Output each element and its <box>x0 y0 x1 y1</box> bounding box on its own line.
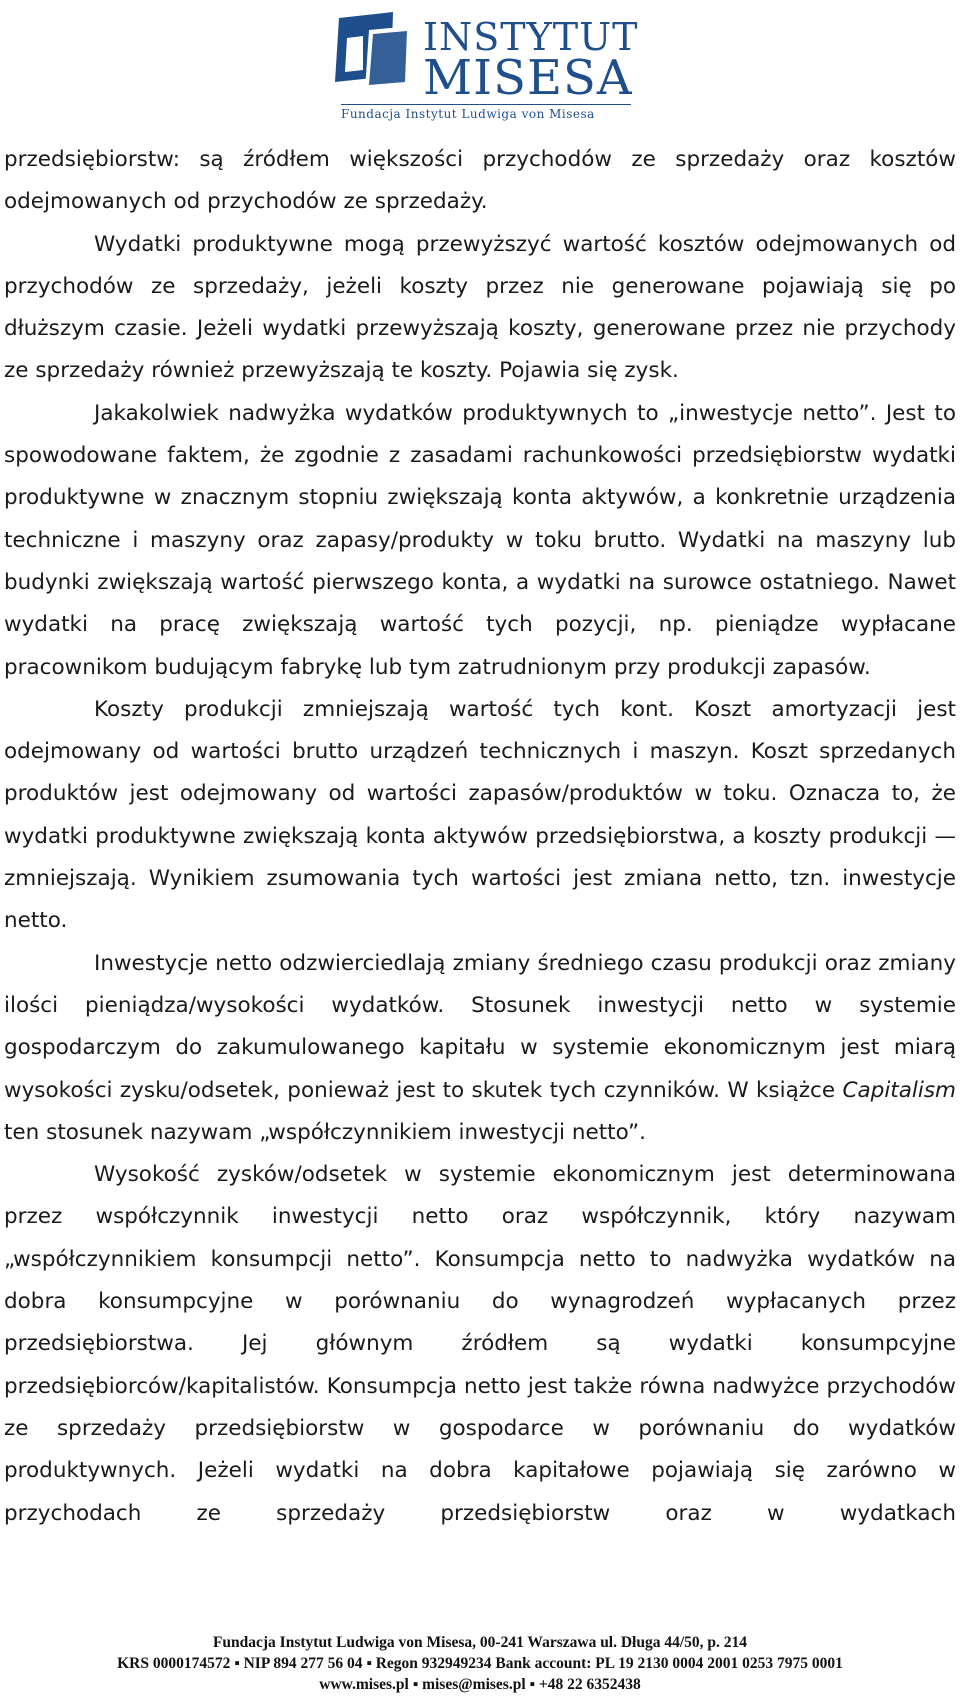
paragraph-6: Wysokość zysków/odsetek w systemie ekonomicznym jest determinowana przez współczynnik inwestycji netto oraz współczynnik, który nazywam „współczynnikiem konsumpcji netto”. Konsumpcja netto to nadwyżka wydatków na dobra konsumpcyjne w porównaniu do wynagrodzeń wypłacanych przez przedsiębiorstwa. Jej głównym źródłem są wydatki konsumpcyjne przedsiębiorców/kapitalistów. Konsumpcja netto jest także równa nadwyżce przychodów ze sprzedaży przedsiębiorstw w gospodarce w porównaniu do wydatków produktywnych. Jeżeli wydatki na dobra kapitałowe pojawiają się zarówno w przychodach ze sprzedaży przedsiębiorstw oraz w wydatkach <box>4 1162 956 1526</box>
logo-line-1: INSTYTUT <box>423 15 639 59</box>
paragraph-2: Wydatki produktywne mogą przewyższyć wartość kosztów odejmowanych od przychodów ze sprzedaży, jeżeli koszty przez nie generowane pojawiają się po dłuższym czasie. Jeżeli wydatki przewyższają koszty, generowane przez nie przychody ze sprzedaży również przewyższają te koszty. Pojawia się zysk. <box>4 231 956 384</box>
page-footer <box>0 1632 960 1695</box>
paragraph-5 <box>4 943 956 1154</box>
institute-logo <box>333 8 639 121</box>
logo-mark-icon <box>333 12 415 90</box>
footer-address: Fundacja Instytut Ludwiga von Misesa, 00-241 Warszawa ul. Długa 44/50, p. 214 <box>212 1634 748 1651</box>
paragraph-1: przedsiębiorstw: są źródłem większości przychodów ze sprzedaży oraz kosztów odejmowanych od przychodów ze sprzedaży. <box>4 147 956 215</box>
paragraph-4: Koszty produkcji zmniejszają wartość tych kont. Koszt amortyzacji jest odejmowany od wartości brutto urządzeń technicznych i maszyn. Koszt sprzedanych produktów jest odejmowany od wartości zapasów/produktów w toku. Oznacza to, że wydatki produktywne zwiększają konta aktywów przedsiębiorstwa, a koszty produkcji — zmniejszają. Wynikiem zsumowania tych wartości jest zmiana netto, tzn. inwestycje netto. <box>4 696 956 934</box>
paragraph-5-text-start: Inwestycje netto odzwierciedlają zmiany średniego czasu produkcji oraz zmiany ilości pieniądza/wysokości wydatków. Stosunek inwestycji netto w systemie gospodarczym do zakumulowanego kapitału w systemie ekonomicznym jest miarą wysokości zysku/odsetek, ponieważ jest to skutek tych czynników. W książce <box>4 950 956 1103</box>
logo-subtitle: Fundacja Instytut Ludwiga von Misesa <box>341 104 631 121</box>
footer-registry: KRS 0000174572 ▪ NIP 894 277 56 04 ▪ Regon 932949234 Bank account: PL 19 2130 0004 2001 0253 7975 0001 <box>117 1655 843 1672</box>
document-body <box>4 139 956 1535</box>
paragraph-3: Jakakolwiek nadwyżka wydatków produktywnych to „inwestycje netto”. Jest to spowodowane faktem, że zgodnie z zasadami rachunkowości przedsiębiorstw wydatki produktywne w znacznym stopniu zwiększają konta aktywów, a konkretnie urządzenia techniczne i maszyny oraz zapasy/produkty w toku brutto. Wydatki na maszyny lub budynki zwiększają wartość pierwszego konta, a wydatki na surowce ostatniego. Nawet wydatki na pracę zwiększają wartość tych pozycji, np. pieniądze wypłacane pracownikom budującym fabrykę lub tym zatrudnionym przy produkcji zapasów. <box>4 400 956 680</box>
logo-wordmark <box>423 8 639 106</box>
logo-line-2: MISESA <box>423 50 633 106</box>
book-title: Capitalism <box>842 1077 956 1103</box>
paragraph-5-text-end: ten stosunek nazywam „współczynnikiem inwestycji netto”. <box>4 1119 646 1145</box>
footer-contact: www.mises.pl ▪ mises@mises.pl ▪ +48 22 6352438 <box>319 1676 641 1693</box>
